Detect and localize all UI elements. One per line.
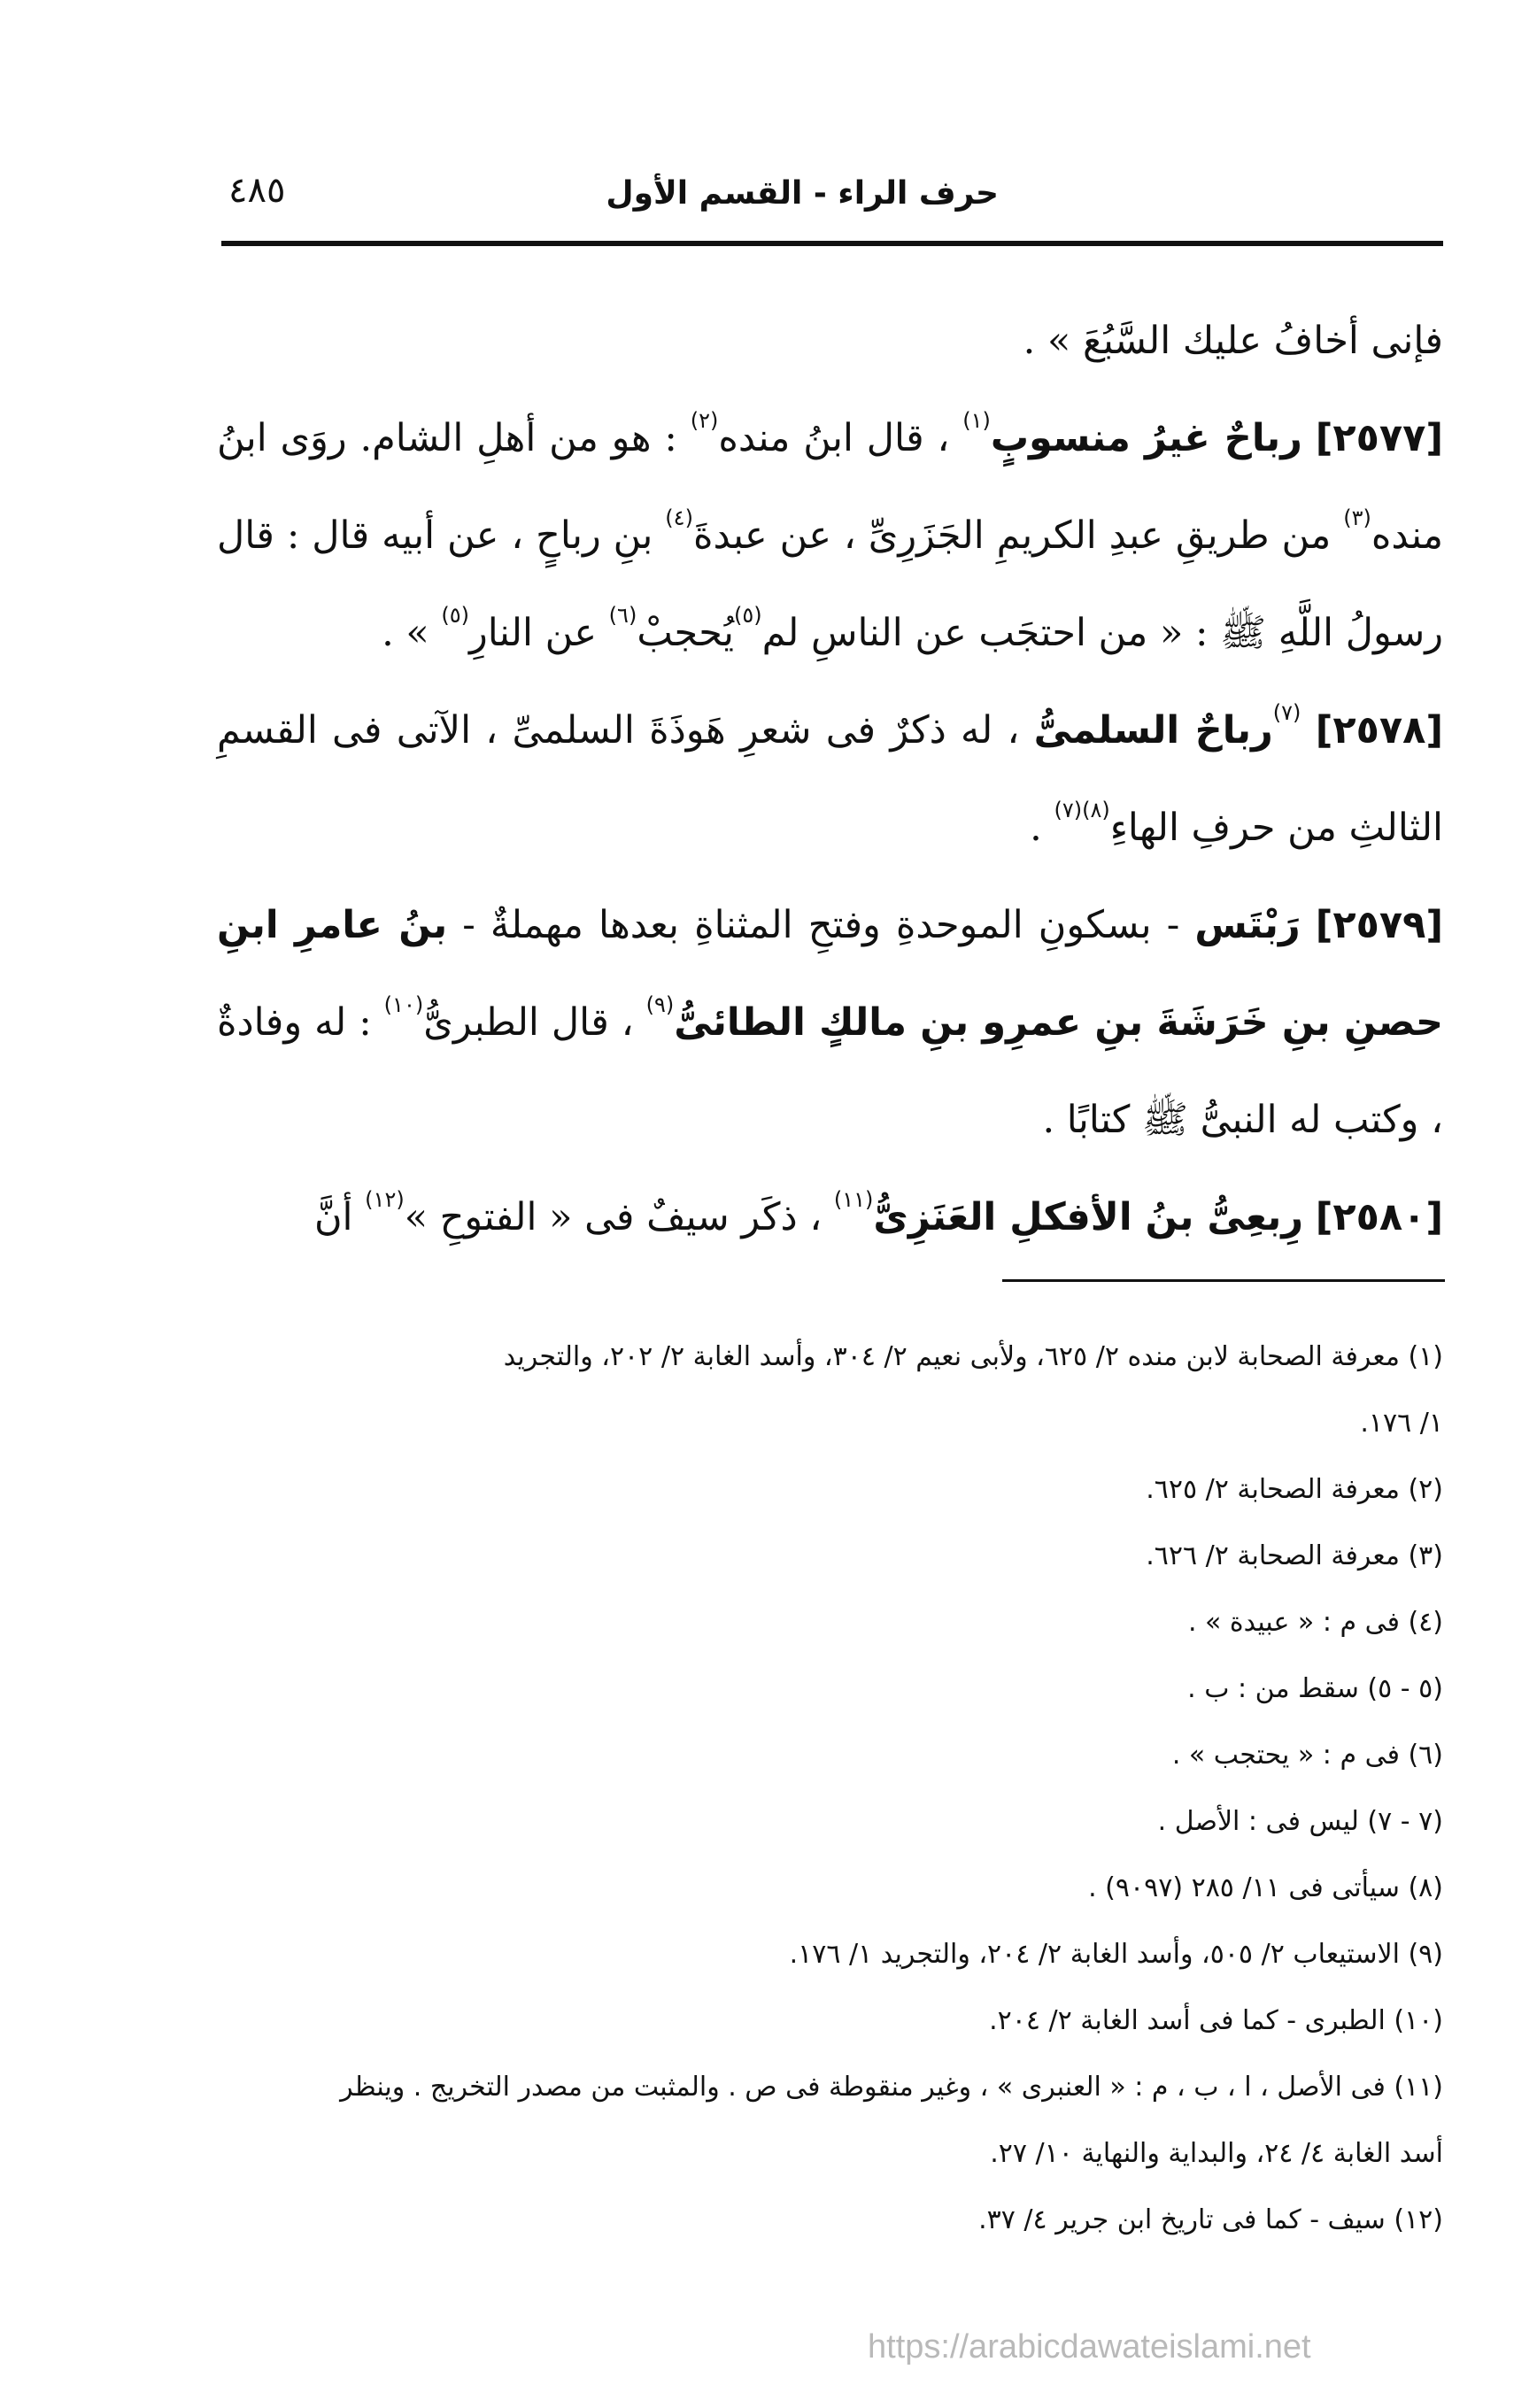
footnote: (٤) فى م : « عبيدة » . bbox=[1187, 1607, 1443, 1638]
footnote-continuation: أسد الغابة ٤/ ٢٤، والبداية والنهاية ١٠/ ٢٧. bbox=[990, 2138, 1443, 2169]
entry-name-lineage: بنُ عامرِ ابنِ حصنِ بنِ خَرَشَةَ بنِ عمرِو بنِ مالكٍ الطائىُّ bbox=[217, 903, 1444, 1045]
footnote-ref[interactable]: (٢) bbox=[690, 408, 719, 433]
footnote-ref[interactable]: (١٠) bbox=[383, 992, 424, 1017]
footnote-ref[interactable]: (٦) bbox=[608, 603, 637, 628]
footnote-ref[interactable]: (١٢) bbox=[365, 1187, 405, 1212]
entry-text: يُحجبْ bbox=[637, 611, 735, 655]
page-number: ٤٨٥ bbox=[228, 170, 286, 211]
footnote: (٩) الاستيعاب ٢/ ٥٠٥، وأسد الغابة ٢/ ٢٠٤، والتجريد ١/ ١٧٦. bbox=[789, 1939, 1443, 1970]
entry-text: . bbox=[1030, 806, 1042, 850]
entry-text: ، له ذكرٌ فى شعرِ هَوذَةَ السلمىِّ ، الآتى فى القسمِ الثالثِ من حرفِ الهاءِ bbox=[217, 708, 1443, 850]
footnote: (١) معرفة الصحابة لابن منده ٢/ ٦٢٥، ولأبى نعيم ٢/ ٣٠٤، وأسد الغابة ٢/ ٢٠٢، والتجريد bbox=[503, 1341, 1443, 1372]
continuation-text: فإنى أخافُ عليك السَّبُعَ » . bbox=[1023, 319, 1443, 363]
main-text bbox=[217, 292, 1443, 1266]
header-title: حرف الراء - القسم الأول bbox=[606, 175, 999, 212]
header-rule bbox=[221, 241, 1443, 246]
footnote: (٧ - ٧) ليس فى : الأصل . bbox=[1157, 1806, 1443, 1837]
entry-text: ، قال ابنُ منده bbox=[718, 416, 950, 460]
footnote-ref[interactable]: (٥) bbox=[734, 603, 762, 628]
footnote-ref[interactable]: (٧) bbox=[1272, 700, 1301, 725]
entry-number: [٢٥٨٠] bbox=[1315, 1195, 1443, 1239]
footnote-ref[interactable]: (٨)(٧) bbox=[1054, 798, 1110, 822]
entry-number: [٢٥٧٩] bbox=[1315, 903, 1444, 947]
footnote-ref[interactable]: (٤) bbox=[665, 506, 693, 530]
entry-text: من طريقِ عبدِ الكريمِ الجَزَرِىِّ ، عن عبدةَ bbox=[692, 513, 1332, 558]
entry-name: رَبْتَس bbox=[1194, 903, 1301, 947]
entry-text: ، ذكَر سيفٌ فى « الفتوحِ » bbox=[404, 1195, 823, 1239]
running-header bbox=[220, 168, 1441, 221]
entry-number: [٢٥٧٨] bbox=[1315, 708, 1444, 752]
footnote-ref[interactable]: (١١) bbox=[833, 1187, 874, 1212]
footnote: (١٢) سيف - كما فى تاريخ ابن جرير ٤/ ٣٧. bbox=[978, 2204, 1443, 2235]
footnote-continuation: ١/ ١٧٦. bbox=[1360, 1408, 1443, 1439]
entry-2579 bbox=[217, 876, 1443, 1169]
continuation-paragraph bbox=[217, 292, 1443, 390]
entry-text: - بسكونِ الموحدةِ وفتحِ المثناةِ بعدها مهملةٌ - bbox=[462, 903, 1180, 947]
footnote-ref[interactable]: (٣) bbox=[1343, 506, 1371, 530]
entry-text: » . bbox=[382, 611, 429, 655]
entry-2578 bbox=[217, 682, 1443, 876]
entry-text: : هو من أهلِ الشام. روَى ابنُ منده bbox=[217, 416, 1443, 558]
entry-2577 bbox=[217, 390, 1443, 682]
footnote: (١١) فى الأصل ، ا ، ب ، م : « العنبرى » ، وغير منقوطة فى ص . والمثبت من مصدر التخريج . وينظر bbox=[340, 2072, 1443, 2103]
footnote-separator bbox=[1002, 1279, 1445, 1282]
entry-text: أنَّ bbox=[313, 1195, 353, 1239]
entry-name: رِبعِىُّ بنُ الأفكلِ العَنَزِىُّ bbox=[873, 1195, 1304, 1239]
footnote-ref[interactable]: (١) bbox=[962, 408, 991, 433]
entry-text: : له وفادةٌ ، وكتب له النبىُّ ﷺ كتابًا . bbox=[217, 1000, 1443, 1142]
footnote: (٣) معرفة الصحابة ٢/ ٦٢٦. bbox=[1146, 1540, 1443, 1571]
watermark-url: https://arabicdawateislami.net bbox=[868, 2328, 1311, 2366]
footnote: (١٠) الطبرى - كما فى أسد الغابة ٢/ ٢٠٤. bbox=[989, 2005, 1443, 2036]
entry-text: عن النارِ bbox=[469, 611, 597, 655]
entry-2580 bbox=[217, 1169, 1443, 1266]
footnote: (٦) فى م : « يحتجب » . bbox=[1171, 1740, 1443, 1771]
entry-text: ، قال الطبرىُّ bbox=[423, 1000, 634, 1045]
footnote-ref[interactable]: (٩) bbox=[645, 992, 675, 1017]
entry-text: بنِ رباحٍ ، عن أبيه قال : قال رسولُ اللَّهِ ﷺ : « من احتجَب عن الناسِ لم bbox=[217, 513, 1443, 655]
footnote: (٨) سيأتى فى ١١/ ٢٨٥ (٩٠٩٧) . bbox=[1088, 1872, 1443, 1903]
footnote: (٥ - ٥) سقط من : ب . bbox=[1187, 1673, 1443, 1704]
entry-name: رباحٌ السلمىُّ bbox=[1033, 708, 1273, 752]
footnotes bbox=[217, 1324, 1443, 2253]
entry-name: رباحٌ غيرُ منسوبٍ bbox=[990, 416, 1302, 460]
entry-number: [٢٥٧٧] bbox=[1315, 416, 1444, 460]
footnote: (٢) معرفة الصحابة ٢/ ٦٢٥. bbox=[1146, 1474, 1443, 1505]
footnote-ref[interactable]: (٥) bbox=[441, 603, 470, 628]
